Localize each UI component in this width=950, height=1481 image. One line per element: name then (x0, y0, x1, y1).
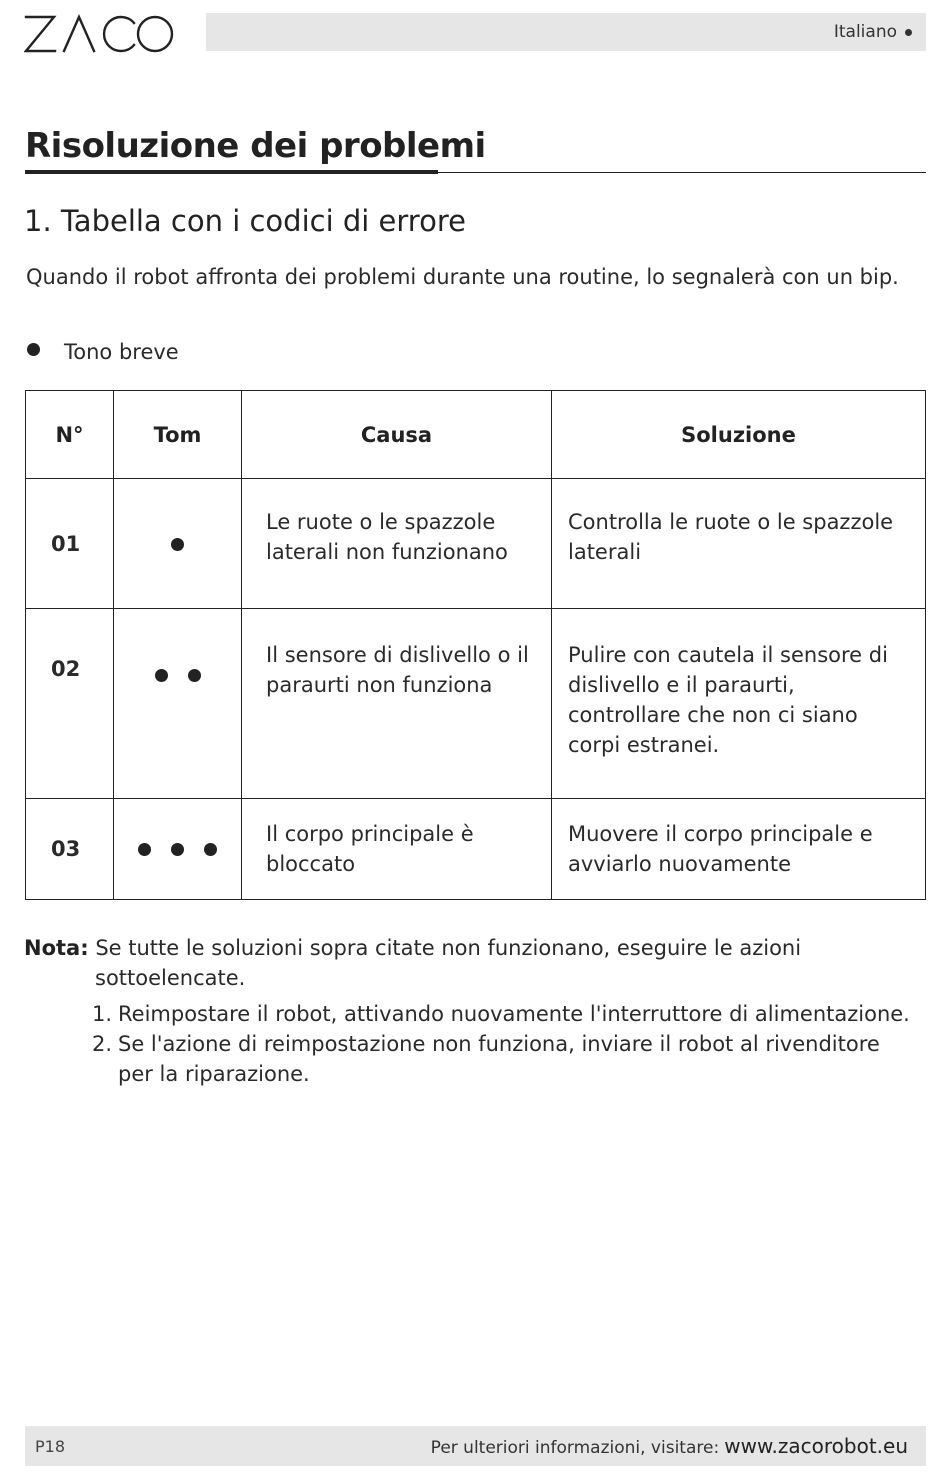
header-cause: Causa (242, 391, 552, 479)
tone-dot-icon (138, 843, 151, 856)
header-solution: Soluzione (552, 391, 926, 479)
error-number: 01 (26, 479, 114, 609)
error-cause: Le ruote o le spazzole laterali non funzionano (242, 479, 552, 609)
list-text: Reimpostare il robot, attivando nuovamente l'interruttore di alimentazione. (118, 1002, 910, 1026)
table-row (26, 799, 926, 900)
page-title: Risoluzione dei problemi (25, 126, 486, 166)
more-info-text: Per ulteriori informazioni, visitare: (430, 1438, 720, 1458)
tone-dot-icon (188, 669, 201, 682)
title-underline (25, 170, 438, 174)
list-index: 2. (92, 1032, 113, 1056)
language-label: Italiano (833, 22, 897, 42)
tone-pattern (114, 799, 242, 900)
tone-dot-icon (171, 538, 184, 551)
header-tone: Tom (114, 391, 242, 479)
intro-paragraph: Quando il robot affronta dei problemi durante una routine, lo segnalerà con un bip. (26, 265, 899, 289)
list-text: Se l'azione di reimpostazione non funziona, inviare il robot al rivenditore per la riparazione. (118, 1032, 880, 1086)
note-block (24, 933, 929, 1089)
bullet-icon (905, 29, 912, 36)
language-bar (206, 13, 926, 51)
list-item (92, 1029, 929, 1089)
table-header-row (26, 391, 926, 479)
error-solution: Controlla le ruote o le spazzole laterali (552, 479, 926, 609)
note-label: Nota: (24, 936, 89, 960)
tone-dot-icon (171, 843, 184, 856)
table-row (26, 479, 926, 609)
bullet-icon (27, 343, 40, 356)
error-number: 02 (26, 609, 114, 799)
bullet-text: Tono breve (64, 340, 179, 364)
error-cause: Il corpo principale è bloccato (242, 799, 552, 900)
tone-dot-icon (204, 843, 217, 856)
list-index: 1. (92, 1002, 113, 1026)
footer-info (431, 1434, 908, 1458)
error-solution: Muovere il corpo principale e avviarlo nuovamente (552, 799, 926, 900)
website-link[interactable]: www.zacorobot.eu (724, 1434, 908, 1458)
bullet-item (27, 340, 179, 364)
tone-pattern (114, 479, 242, 609)
note-text-line2: sottoelencate. (95, 966, 246, 990)
note-text-line1: Se tutte le soluzioni sopra citate non funzionano, eseguire le azioni (95, 936, 802, 960)
footer-bar (25, 1426, 926, 1466)
tone-dot-icon (155, 669, 168, 682)
error-number: 03 (26, 799, 114, 900)
tone-pattern (114, 609, 242, 799)
error-cause: Il sensore di dislivello o il paraurti non funziona (242, 609, 552, 799)
note-list (24, 999, 929, 1089)
section-title: 1. Tabella con i codici di errore (24, 204, 466, 238)
error-solution: Pulire con cautela il sensore di dislivello e il paraurti, controllare che non ci siano corpi estranei. (552, 609, 926, 799)
list-item (92, 999, 929, 1029)
page-number: P18 (35, 1436, 66, 1456)
header-number: N° (26, 391, 114, 479)
zaco-logo (24, 10, 176, 56)
table-row (26, 609, 926, 799)
error-code-table (25, 390, 926, 900)
